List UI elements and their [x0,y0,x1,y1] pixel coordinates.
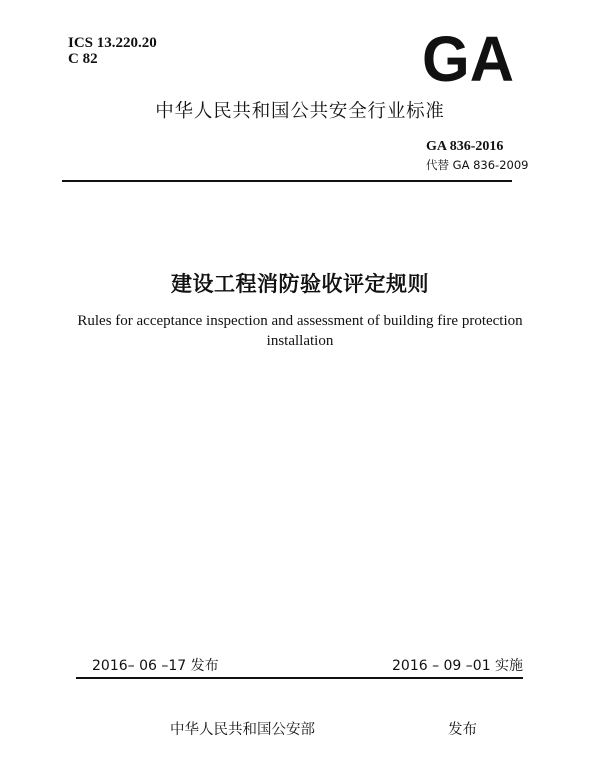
issuing-authority: 中华人民共和国公安部 [170,722,315,738]
ics-code: ICS 13.220.20 [68,35,157,51]
implementation-date: 2016 – 09 –01 实施 [392,658,524,674]
footer-divider [76,677,523,679]
ga-logo-text: GA [422,33,514,83]
replaces-note: 代替 GA 836-2009 [426,158,529,172]
header-divider [62,180,512,182]
publish-label: 发布 [448,722,477,738]
title-chinese: 建设工程消防验收评定规则 [171,272,429,296]
ga-logo [421,33,515,83]
issue-date: 2016– 06 –17 发布 [92,658,219,674]
title-english: Rules for acceptance inspection and assessment of building fire protection installation [77,313,523,349]
standard-number: GA 836-2016 [426,139,504,154]
standard-category: 中华人民共和国公共安全行业标准 [155,101,445,122]
category-code: C 82 [68,51,98,67]
